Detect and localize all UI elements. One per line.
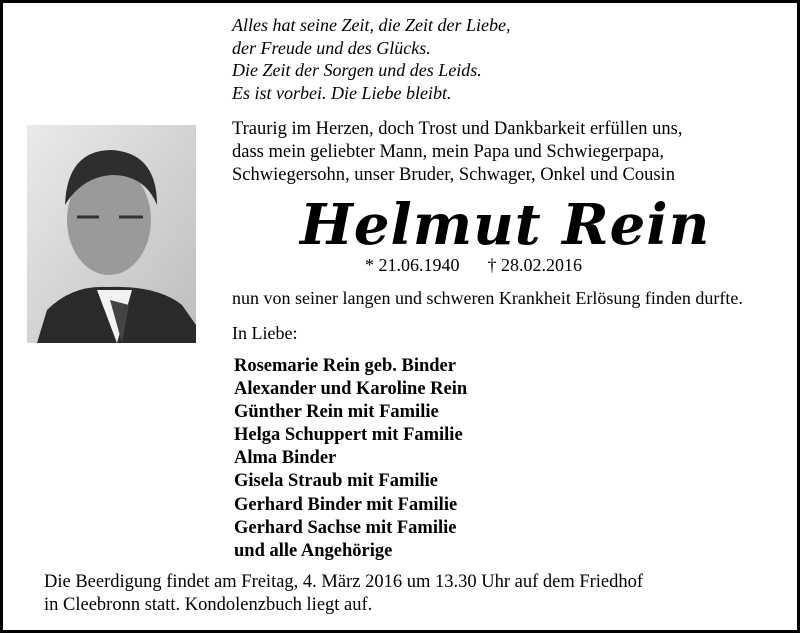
life-dates	[365, 255, 582, 276]
deceased-name: Helmut Rein	[300, 192, 711, 258]
mourner: Alma Binder	[234, 448, 337, 469]
birth-date: * 21.06.1940	[365, 255, 460, 275]
poem-line: Es ist vorbei. Die Liebe bleibt.	[232, 82, 452, 103]
intro-line: Traurig im Herzen, doch Trost und Dankbarkeit erfüllen uns,	[232, 119, 683, 139]
poem-line: Alles hat seine Zeit, die Zeit der Liebe,	[232, 15, 511, 35]
poem	[232, 14, 510, 104]
mourner: Rosemarie Rein geb. Binder	[234, 356, 456, 376]
mourner: Gerhard Binder mit Familie	[234, 494, 458, 515]
poem-line: Die Zeit der Sorgen und des Leids.	[232, 60, 482, 80]
mourner: und alle Angehörige	[234, 540, 393, 561]
intro-text	[232, 118, 682, 187]
intro-line: Schwiegersohn, unser Bruder, Schwager, Onkel und Cousin	[232, 165, 675, 185]
poem-line: der Freude und des Glücks.	[232, 37, 431, 58]
death-date: † 28.02.2016	[487, 255, 582, 275]
mourner: Günther Rein mit Familie	[234, 402, 439, 423]
funeral-line: in Cleebronn statt. Kondolenzbuch liegt auf.	[44, 595, 373, 615]
mourner: Gisela Straub mit Familie	[234, 471, 438, 492]
portrait-photo	[27, 125, 196, 343]
mourners-list	[234, 355, 467, 563]
funeral-line: Die Beerdigung findet am Freitag, 4. März 2016 um 13.30 Uhr auf dem Friedhof	[44, 572, 644, 592]
mourner: Gerhard Sachse mit Familie	[234, 517, 457, 538]
intro-line: dass mein geliebter Mann, mein Papa und Schwiegerpapa,	[232, 142, 665, 162]
funeral-info	[44, 571, 643, 617]
release-text: nun von seiner langen und schweren Krankheit Erlösung finden durfte.	[232, 288, 743, 308]
mourner: Alexander und Karoline Rein	[234, 379, 468, 400]
mourner: Helga Schuppert mit Familie	[234, 425, 463, 446]
in-love-label: In Liebe:	[232, 323, 298, 343]
